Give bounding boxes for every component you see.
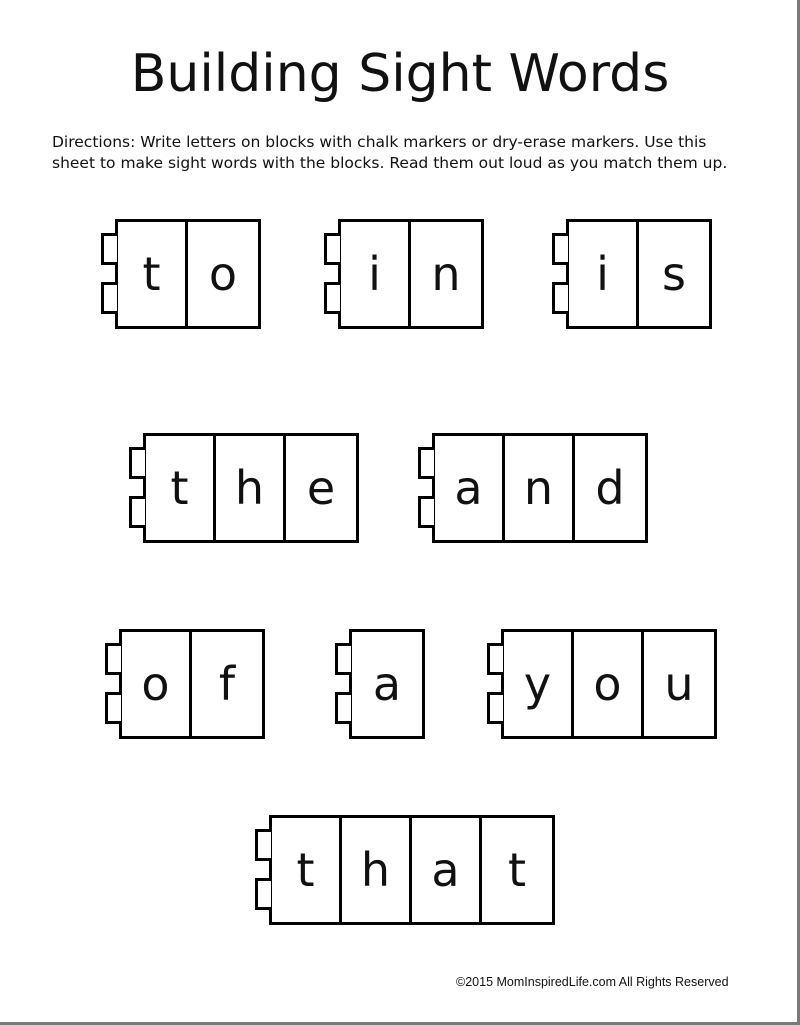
block-peg (255, 829, 271, 861)
letter-cell: i (569, 222, 639, 326)
page-title: Building Sight Words (130, 44, 670, 104)
letter-cell: h (342, 818, 412, 922)
letter-cell: a (412, 818, 482, 922)
block-peg (552, 282, 568, 314)
block-peg (552, 233, 568, 265)
block-peg (335, 643, 351, 675)
word-block-that (269, 815, 555, 925)
block-peg (101, 233, 117, 265)
block-peg (255, 878, 271, 910)
letter-cell: n (505, 436, 575, 540)
letter-cell: i (341, 222, 411, 326)
word-block-of (119, 629, 265, 739)
letter-cell: t (507, 843, 527, 897)
letter-cell: e (306, 461, 336, 515)
block-peg (324, 282, 340, 314)
word-block-to (115, 219, 261, 329)
word-block-the (143, 433, 359, 543)
block-peg (129, 447, 145, 479)
letter-cell: t (146, 436, 216, 540)
block-peg (324, 233, 340, 265)
word-block-in (338, 219, 484, 329)
block-peg (418, 496, 434, 528)
letter-cell: f (218, 657, 236, 711)
letter-cell: h (216, 436, 286, 540)
letter-cell: a (372, 657, 402, 711)
letter-cell: t (118, 222, 188, 326)
letter-cell: o (574, 632, 644, 736)
letter-cell: y (504, 632, 574, 736)
directions-text: Directions: Write letters on blocks with chalk markers or dry-erase markers. Use this sheet to make sight words with the blocks. Read them out loud as you match them up. (52, 133, 728, 172)
block-peg (105, 643, 121, 675)
letter-cell: t (272, 818, 342, 922)
copyright-footer: ©2015 MomInspiredLife.com All Rights Reserved (456, 975, 729, 989)
word-block-and (432, 433, 648, 543)
block-peg (335, 692, 351, 724)
word-block-is (566, 219, 712, 329)
letter-cell: s (662, 247, 686, 301)
block-peg (487, 692, 503, 724)
letter-cell: u (664, 657, 694, 711)
word-block-a (349, 629, 425, 739)
block-peg (487, 643, 503, 675)
letter-cell: o (122, 632, 192, 736)
letter-cell: o (208, 247, 238, 301)
block-peg (101, 282, 117, 314)
word-block-you (501, 629, 717, 739)
letter-cell: n (431, 247, 461, 301)
letter-cell: a (435, 436, 505, 540)
block-peg (129, 496, 145, 528)
block-peg (418, 447, 434, 479)
block-peg (105, 692, 121, 724)
letter-cell: d (595, 461, 625, 515)
